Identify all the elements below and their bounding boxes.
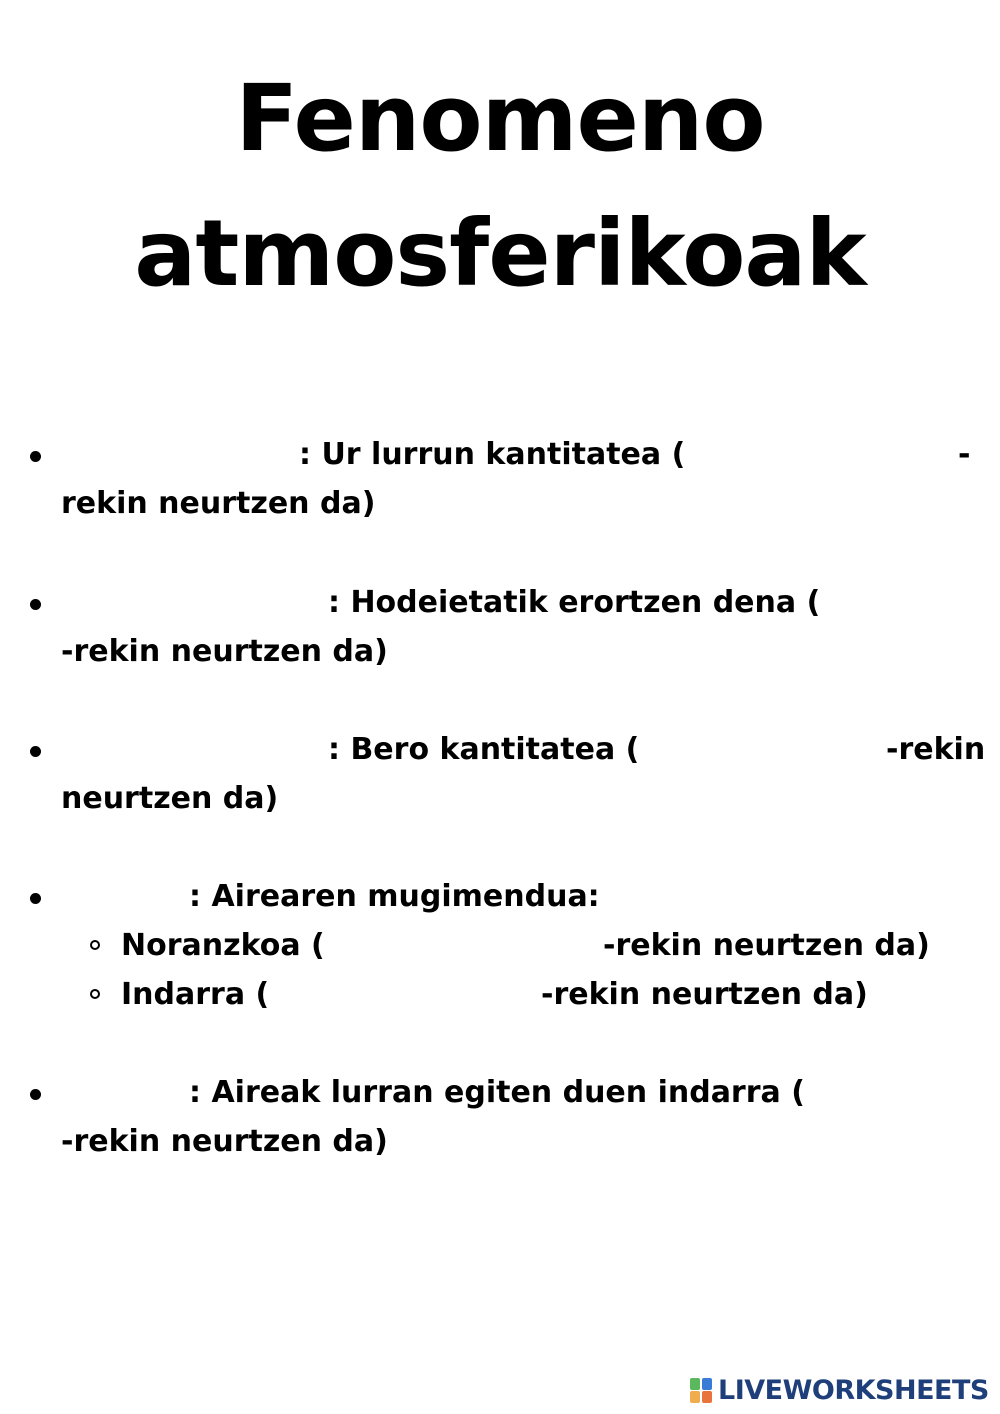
item-5-definition: : Aireak lurran egiten duen indarra ( (189, 1075, 805, 1110)
item-4-definition: : Airearen mugimendua: (189, 879, 600, 914)
item-2-definition: : Hodeietatik erortzen dena ( (328, 585, 821, 620)
item-4-sub-2-suffix: -rekin neurtzen da) (541, 977, 868, 1012)
page-title-line-2: atmosferikoak (134, 200, 866, 307)
item-3-definition: : Bero kantitatea ( (328, 732, 640, 767)
item-3-continuation: neurtzen da) (61, 781, 279, 816)
item-4-sub-1-label: Noranzkoa ( (121, 928, 325, 963)
item-4-sub-2-label: Indarra ( (121, 977, 270, 1012)
page-title-line-1: Fenomeno (235, 65, 765, 172)
item-1-definition: : Ur lurrun kantitatea ( (299, 437, 686, 472)
bullet-icon (30, 1089, 41, 1100)
liveworksheets-logo (690, 1374, 989, 1406)
sub-bullet-icon (90, 940, 100, 950)
item-1-unit-suffix: - (958, 437, 971, 472)
sub-bullet-icon (90, 989, 100, 999)
bullet-icon (30, 893, 41, 904)
liveworksheets-logo-icon (690, 1376, 714, 1404)
bullet-icon (30, 451, 41, 462)
item-5-continuation: -rekin neurtzen da) (61, 1124, 388, 1159)
item-4-sub-1-suffix: -rekin neurtzen da) (603, 928, 930, 963)
bullet-icon (30, 746, 41, 757)
item-1-continuation: rekin neurtzen da) (61, 486, 376, 521)
item-3-unit-suffix: -rekin (886, 732, 986, 767)
item-2-continuation: -rekin neurtzen da) (61, 634, 388, 669)
liveworksheets-logo-text: LIVEWORKSHEETS (718, 1374, 989, 1406)
bullet-icon (30, 599, 41, 610)
